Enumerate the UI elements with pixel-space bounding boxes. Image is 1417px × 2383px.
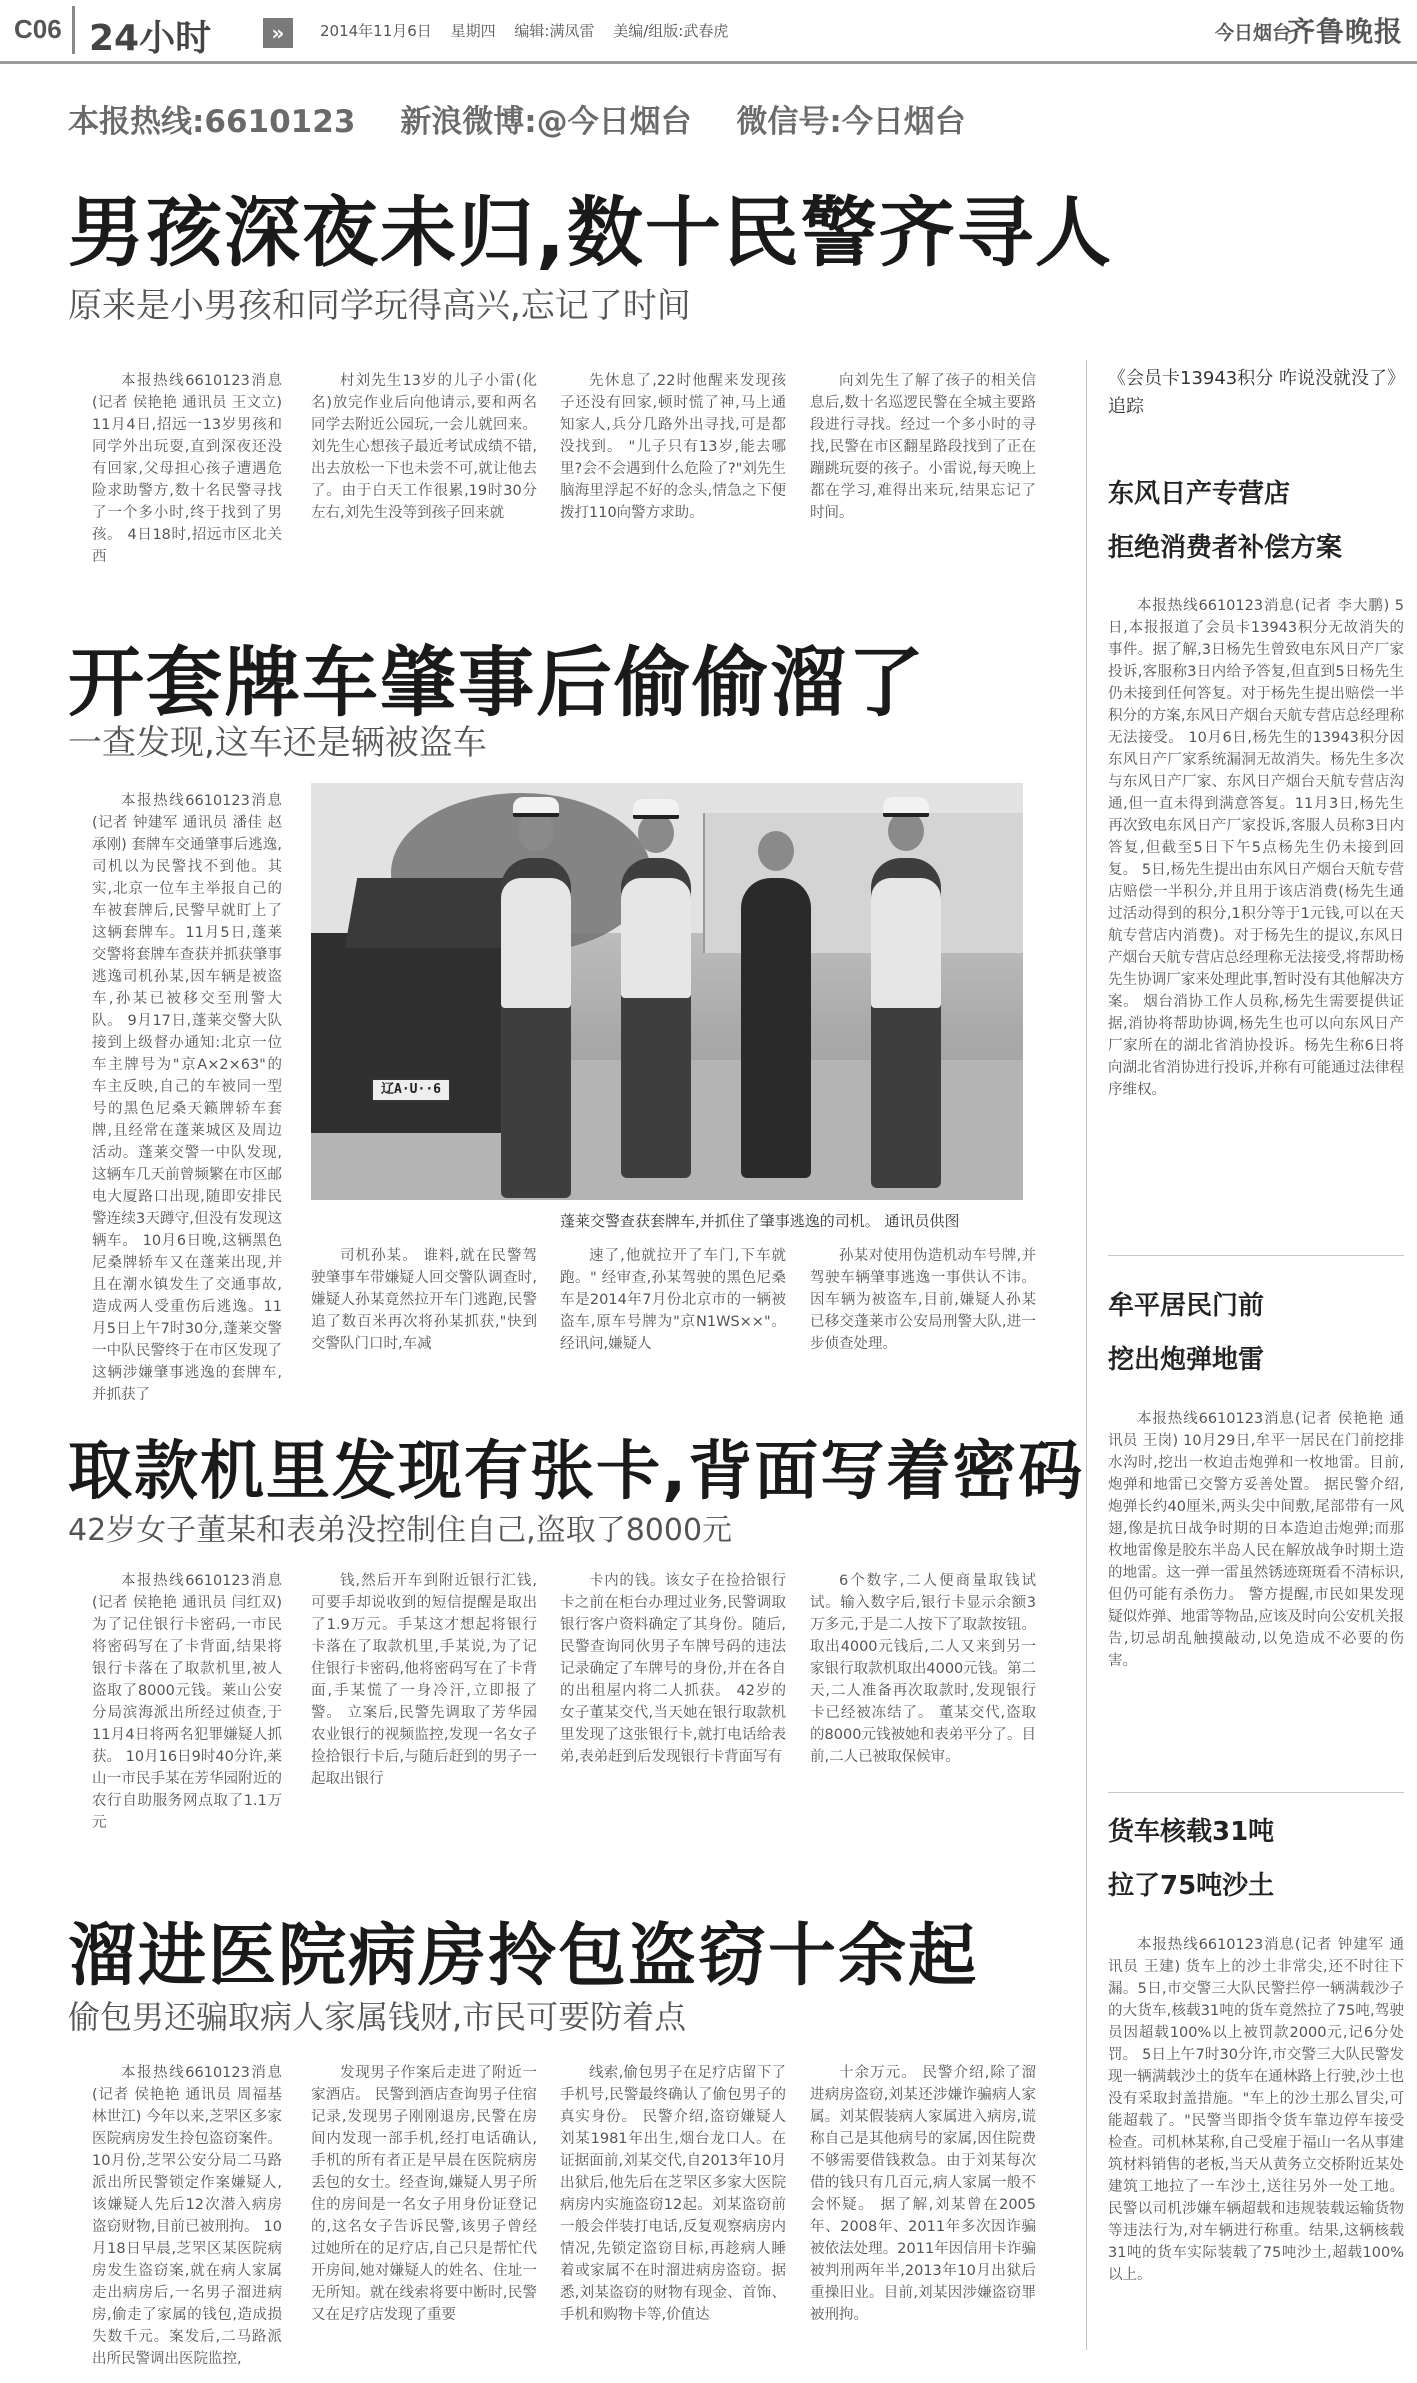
- article2-subhead: 一查发现,这车还是辆被盗车: [68, 723, 487, 763]
- article4-col-2: 发现男子作案后走进了附近一家酒店。 民警到酒店查询男子住宿记录,发现男子刚刚退房,民警在房间内发现一部手机,经打电话确认,手机的所有者正是早晨在医院病房丢包的女士。经查询,嫌疑人男子所住的房间是一名女子用身份证登记的,这名女子告诉民警,该男子曾经过她所在的足疗店,自己只是帮忙代开房间,她对嫌疑人的姓名、住址一无所知。就在线索将要中断时,民警又在足疗店发现了重要: [311, 2065, 537, 2323]
- sidebar-rule-1: [1108, 1255, 1404, 1256]
- sidebar-lead: 《会员卡13943积分 咋说没就没了》追踪: [1108, 368, 1396, 417]
- article3-headline: 取款机里发现有张卡,背面写着密码: [68, 1435, 1085, 1509]
- sidebar-story2-title-line1: 牟平居民门前: [1108, 1291, 1265, 1321]
- article4-subhead: 偷包男还骗取病人家属钱财,市民可要防着点: [68, 1998, 687, 2036]
- article3-subhead: 42岁女子董某和表弟没控制住自己,盗取了8000元: [68, 1513, 733, 1548]
- sidebar-story2-body: 本报热线6610123消息(记者 侯艳艳 通讯员 王岗) 10月29日,牟平一居民在门前挖排水沟时,挖出一枚迫击炮弹和一枚地雷。目前,炮弹和地雷已交警方妥善处置。 据民警介绍,炮弹长约40厘米,两头尖中间敷,尾部带有一风翅,像是抗日战争时期的日本造迫击炮弹;而那枚地雷像是胶东半岛人民在解放战争时期土造的地雷。这一弹一雷虽然锈迹斑斑看不清标识,但仍可能有杀伤力。 警方提醒,市民如果发现疑似炸弹、地雷等物品,应该及时向公安机关报告,切忌胡乱触摸敲动,以免造成不必要的伤害。: [1108, 1411, 1404, 1669]
- phone-number: 6610123: [204, 104, 356, 140]
- photo-caption: 蓬莱交警查获套牌车,并抓住了肇事逃逸的司机。 通讯员供图: [560, 1212, 960, 1230]
- sidebar-story1-body: 本报热线6610123消息(记者 李大鹏) 5日,本报报道了会员卡13943积分无故消失的事件。据了解,3日杨先生曾致电东风日产厂家投诉,客服称3日内给予答复,但直到5日杨先生仍未接到任何答复。对于杨先生提出赔偿一半积分的方案,东风日产烟台天航专营店总经理称无法接受。 10月6日,杨先生的13943积分因东风日产厂家系统漏洞无故消失。杨先生多次与东风日产厂家、东风日产烟台天航专营店沟通,但一直未得到满意答复。11月3日,杨先生再次致电东风日产厂家投诉,客服人员称3日内答复,但截至5日下午5点杨先生仍未接到回复。 5日,杨先生提出由东风日产烟台天航专营店赔偿一半积分,并且用于该店消费(杨先生通过活动得到的积分,1积分等于1元钱,可以在天航专营店内消费)。对于杨先生的提议,东风日产烟台天航专营店总经理称无法接受,将帮助杨先生协调厂家来处理此事,暂时没有其他解决方案。 烟台消协工作人员称,杨先生需要提供证据,消协将帮助协调,杨先生也可以向东风日产厂家所在的湖北省消协投诉。杨先生称6日将向湖北省消协进行投诉,并称有可能通过法律程序维权。: [1108, 598, 1404, 1098]
- masthead: [0, 0, 1417, 64]
- news-photo-police-arrest: [311, 783, 1023, 1200]
- newspaper-logo: 齐鲁晚报: [1286, 15, 1403, 48]
- edition-weekday: 星期四: [450, 22, 496, 40]
- edition-editor: 编辑:满凤雷: [514, 22, 595, 40]
- sidebar-story3-title-line1: 货车核载31吨: [1108, 1817, 1275, 1847]
- sidebar-story2-title-line2: 挖出炮弹地雷: [1108, 1345, 1265, 1375]
- section-title: 24小时: [89, 18, 212, 59]
- article1-col-3: 先休息了,22时他醒来发现孩子还没有回家,顿时慌了神,马上通知家人,兵分几路外出寻找,可是都没找到。 "儿子只有13岁,能去哪里?会不会遇到什么危险了?"刘先生脑海里浮起不好的念头,情急之下便拨打110向警方求助。: [560, 373, 786, 521]
- article2-col-1: 本报热线6610123消息(记者 钟建军 通讯员 潘佳 赵承刚) 套牌车交通肇事后逃逸,司机以为民警找不到他。其实,北京一位车主举报自己的车被套牌后,民警早就盯上了这辆套牌车。11月5日,蓬莱交警将套牌车查获并抓获肇事逃逸司机孙某,因车辆是被盗车,孙某已被移交至刑警大队。 9月17日,蓬莱交警大队接到上级督办通知:北京一位车主牌号为"京A×2×63"的车主反映,自己的车被同一型号的黑色尼桑天籁牌轿车套牌,且经常在蓬莱城区及周边活动。蓬莱交警一中队发现,这辆车几天前曾频繁在市区邮电大厦路口出现,随即安排民警连续3天蹲守,但没有发现这辆车。 10月6日晚,这辆黑色尼桑牌轿车又在蓬莱出现,并且在潮水镇发生了交通事故,造成两人受重伤后逃逸。11月5日上午7时30分,蓬莱交警一中队民警终于在市区发现了这辆涉嫌肇事逃逸的套牌车,并抓获了: [92, 793, 282, 1403]
- article2-col-2: 司机孙某。 谁料,就在民警驾驶肇事车带嫌疑人回交警队调查时,嫌疑人孙某竟然拉开车门逃跑,民警追了数百米再次将孙某抓获,"快到交警队门口时,车减: [311, 1248, 537, 1352]
- article4-col-1: 本报热线6610123消息(记者 侯艳艳 通讯员 周福基 林世江) 今年以来,芝罘区多家医院病房发生拎包盗窃案件。10月份,芝罘公安分局二马路派出所民警锁定作案嫌疑人,该嫌疑人先后12次潜入病房盗窃财物,目前已被刑拘。 10月18日早晨,芝罘区某医院病房发生盗窃案,就在病人家属走出病房后,一名男子溜进病房,偷走了家属的钱包,造成损失数千元。案发后,二马路派出所民警调出医院监控,: [92, 2065, 282, 2367]
- brand-name: 今日烟台: [1214, 22, 1291, 44]
- article1-headline: 男孩深夜未归,数十民警齐寻人: [68, 188, 1113, 277]
- article1-col-1: 本报热线6610123消息(记者 侯艳艳 通讯员 王文立) 11月4日,招远一13岁男孩和同学外出玩耍,直到深夜还没有回家,父母担心孩子遭遇危险求助警方,数十名民警寻找了一个多小时,终于找到了男孩。 4日18时,招远市区北关西: [92, 373, 282, 565]
- edition-date: 2014年11月6日: [320, 22, 432, 40]
- article3-col-1: 本报热线6610123消息(记者 侯艳艳 通讯员 闫红双) 为了记住银行卡密码,一市民将密码写在了卡背面,结果将银行卡落在了取款机里,被人盗取了8000元钱。莱山公安分局滨海派出所经过侦查,于11月4日将两名犯罪嫌疑人抓获。 10月16日9时40分许,莱山一市民手某在芳华园附近的农行自助服务网点取了1.1万元: [92, 1573, 282, 1831]
- article2-col-4: 孙某对使用伪造机动车号牌,并驾驶车辆肇事逃逸一事供认不讳。 因车辆为被盗车,目前,嫌疑人孙某已移交蓬莱市公安局刑警大队,进一步侦查处理。: [810, 1248, 1036, 1352]
- article4-headline: 溜进医院病房拎包盗窃十余起: [68, 1917, 979, 1996]
- article3-col-2: 钱,然后开车到附近银行汇钱,可要手却说收到的短信提醒是取出了1.9万元。手某这才想起将银行卡落在了取款机里,手某说,为了记住银行卡密码,他将密码写在了卡背面,手某慌了一身冷汗,立即报了警。 立案后,民警先调取了芳华园农业银行的视频监控,发现一名女子捡拾银行卡后,与随后赶到的男子一起取出银行: [311, 1573, 537, 1787]
- section-badge: [72, 6, 285, 59]
- wechat-label: 微信号:: [736, 104, 842, 140]
- article3-col-4: 6个数字,二人便商量取钱试试。输入数字后,银行卡显示余额3万多元,于是二人按下了取款按钮。取出4000元钱后,二人又来到另一家银行取款机取出4000元钱。第二天,二人准备再次取款时,发现银行卡已经被冻结了。 董某交代,盗取的8000元钱被她和表弟平分了。目前,二人已被取保候审。: [810, 1573, 1036, 1765]
- wechat-handle: 今日烟台: [841, 104, 966, 140]
- article2-col-3: 速了,他就拉开了车门,下车就跑。" 经审查,孙某驾驶的黑色尼桑车是2014年7月份北京市的一辆被盗车,原车号牌为"京N1WS××"。经讯问,嫌疑人: [560, 1248, 786, 1352]
- license-plate: 辽A·U··6: [371, 1078, 451, 1102]
- phone-label: 本报热线:: [68, 104, 205, 140]
- page-number: C06: [14, 14, 62, 44]
- sidebar-story1-title-line2: 拒绝消费者补偿方案: [1108, 533, 1343, 563]
- weibo-handle: @今日烟台: [536, 104, 692, 140]
- article2-headline: 开套牌车肇事后偷偷溜了: [68, 638, 926, 727]
- hotline-bar: [68, 96, 1000, 141]
- sidebar-rule-2: [1108, 1792, 1404, 1793]
- article1-col-4: 向刘先生了解了孩子的相关信息后,数十名巡逻民警在全城主要路段进行寻找。经过一个多小时的寻找,民警在市区翻星路段找到了正在蹦跳玩耍的孩子。小雷说,每天晚上都在学习,难得出来玩,结果忘记了时间。: [810, 373, 1036, 521]
- article4-col-4: 十余万元。 民警介绍,除了溜进病房盗窃,刘某还涉嫌诈骗病人家属。刘某假装病人家属进入病房,谎称自己是其他病号的家属,因住院费不够需要借钱救急。由于刘某每次借的钱只有几百元,病人家属一般不会怀疑。 据了解,刘某曾在2005年、2008年、2011年多次因诈骗被依法处理。2011年因信用卡诈骗被判刑两年半,2013年10月出狱后重操旧业。目前,刘某因涉嫌盗窃罪被刑拘。: [810, 2065, 1036, 2323]
- sidebar-divider: [1086, 360, 1087, 2350]
- weibo-label: 新浪微博:: [400, 104, 537, 140]
- article3-col-3: 卡内的钱。该女子在捡拾银行卡之前在柜台办理过业务,民警调取银行客户资料确定了其身份。随后,民警查询同伙男子车牌号码的违法记录确定了车牌号的身份,并在各自的出租屋内将二人抓获。 42岁的女子董某交代,当天她在银行取款机里发现了这张银行卡,就打电话给表弟,表弟赶到后发现银行卡背面写有: [560, 1573, 786, 1765]
- edition-info: [320, 20, 742, 41]
- sidebar-story3-title-line2: 拉了75吨沙土: [1108, 1871, 1275, 1901]
- article1-subhead: 原来是小男孩和同学玩得高兴,忘记了时间: [68, 286, 691, 326]
- edition-designer: 美编/组版:武春虎: [613, 22, 729, 40]
- sidebar-story1-title-line1: 东风日产专营店: [1108, 479, 1291, 509]
- section-arrow-icon: »: [263, 18, 293, 48]
- sidebar-story3-body: 本报热线6610123消息(记者 钟建军 通讯员 王建) 货车上的沙土非常尖,还不时往下漏。5日,市交警三大队民警拦停一辆满载沙子的大货车,核载31吨的货车竟然拉了75吨,驾驶员因超载100%以上被罚款2000元,记6分处罚。 5日上午7时30分许,市交警三大队民警发现一辆满载沙土的货车在通林路上行驶,沙土也没有采取封盖措施。"车上的沙土那么冒尖,可能超载了。"民警当即指令货车靠边停车接受检查。司机林某称,自己受雇于福山一名从事建筑材料销售的老板,当天从黄务立交桥附近某处建筑工地拉了一车沙土,送往另外一处工地。 民警以司机涉嫌车辆超载和违规装载运输货物等违法行为,对车辆进行称重。结果,这辆核载31吨的货车实际装载了75吨沙土,超载100%以上。: [1108, 1937, 1404, 2283]
- article1-col-2: 村刘先生13岁的儿子小雷(化名)放完作业后向他请示,要和两名同学去附近公园玩,一会儿就回来。刘先生心想孩子最近考试成绩不错,出去放松一下也未尝不可,就让他去了。由于白天工作很累,19时30分左右,刘先生没等到孩子回来就: [311, 373, 537, 521]
- article4-col-3: 线索,偷包男子在足疗店留下了手机号,民警最终确认了偷包男子的真实身份。 民警介绍,盗窃嫌疑人刘某1981年出生,烟台龙口人。在证据面前,刘某交代,自2013年10月出狱后,他先后在芝罘区多家大医院病房内实施盗窃12起。刘某盗窃前一般会伴装打电话,反复观察病房内情况,先锁定盗窃目标,再趁病人睡着或家属不在时溜进病房盗窃。据悉,刘某盗窃的财物有现金、首饰、手机和购物卡等,价值达: [560, 2065, 786, 2323]
